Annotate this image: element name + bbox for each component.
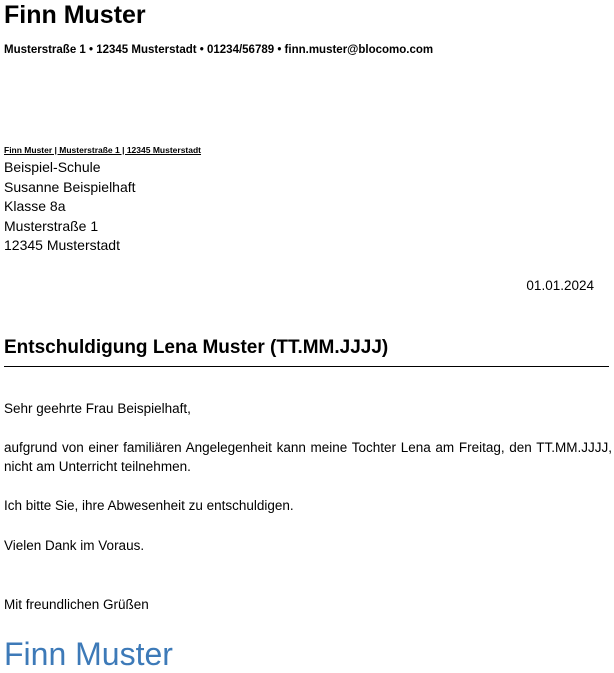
recipient-line: 12345 Musterstadt — [4, 237, 120, 254]
body-paragraph: Ich bitte Sie, ihre Abwesenheit zu entschuldigen. — [4, 498, 294, 513]
recipient-line: Musterstraße 1 — [4, 217, 99, 234]
recipient-address — [4, 158, 136, 256]
recipient-line: Beispiel-Schule — [4, 159, 101, 175]
body-paragraph: aufgrund von einer familiären Angelegenheit kann meine Tochter Lena am Freitag, den TT.MM.JJJJ, nicht am Unterricht teilnehmen. — [4, 440, 612, 474]
sender-contact-line: Musterstraße 1 • 12345 Musterstadt • 01234/56789 • finn.muster@blocomo.com — [4, 44, 434, 56]
return-address-line: Finn Muster | Musterstraße 1 | 12345 Musterstadt — [4, 145, 202, 155]
letter-subject: Entschuldigung Lena Muster (TT.MM.JJJJ) — [4, 336, 609, 367]
recipient-line: Klasse 8a — [4, 198, 66, 215]
signature: Finn Muster — [4, 636, 173, 672]
sender-name: Finn Muster — [4, 1, 146, 29]
body-paragraph: Vielen Dank im Voraus. — [4, 538, 145, 553]
salutation: Sehr geehrte Frau Beispielhaft, — [4, 401, 191, 416]
closing-phrase: Mit freundlichen Grüßen — [4, 597, 149, 612]
recipient-line: Susanne Beispielhaft — [4, 178, 136, 195]
letter-date: 01.01.2024 — [526, 278, 594, 293]
